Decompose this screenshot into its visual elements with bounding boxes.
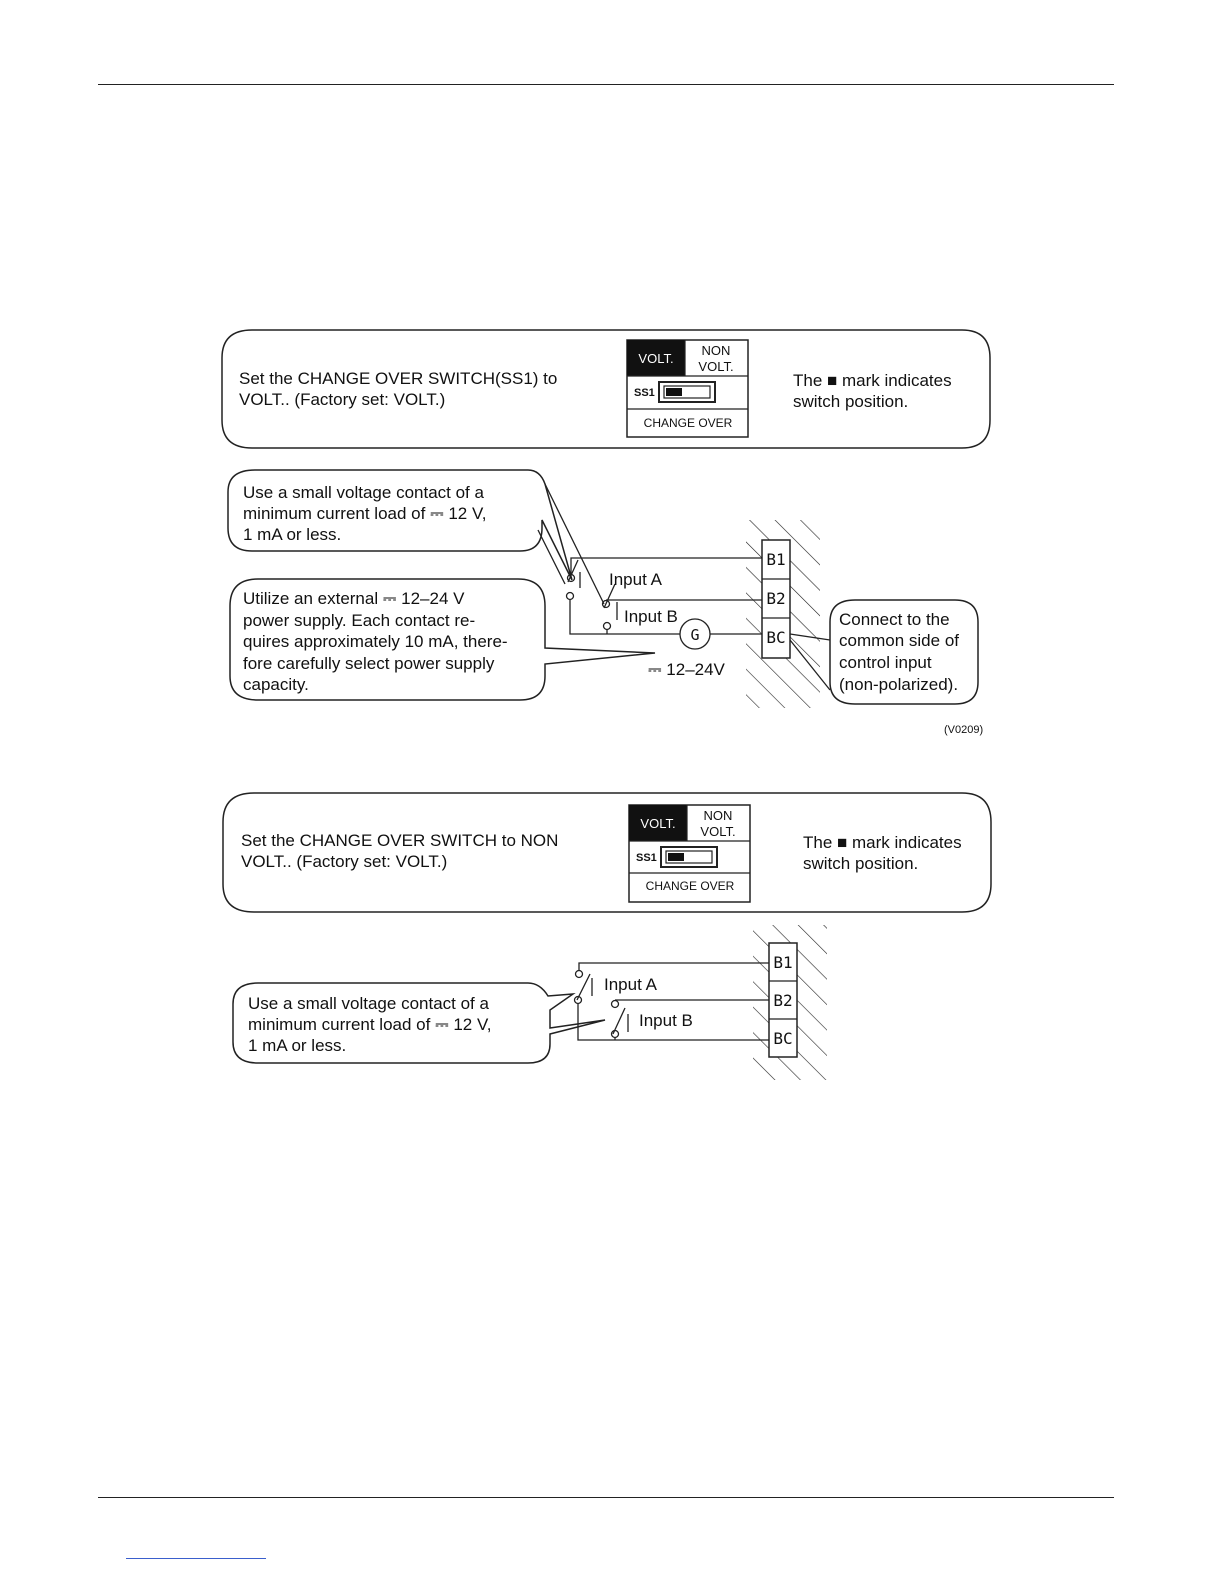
non-volt-label-line1: NON: [703, 808, 733, 823]
terminal-block: [753, 925, 827, 1080]
terminal-b1: B1: [773, 953, 793, 972]
switch-note-line1: Set the CHANGE OVER SWITCH to NON: [241, 831, 559, 850]
mark-note-line2: switch position.: [793, 392, 909, 411]
supply-label: ⎓ 12–24V: [648, 660, 725, 679]
volt-label: VOLT.: [640, 816, 676, 831]
input-a-label: Input A: [609, 570, 662, 589]
figure-code: (V0209): [944, 724, 984, 736]
header-rule: [98, 84, 1114, 85]
non-volt-label-line2: VOLT.: [698, 359, 734, 374]
common-note-line2: common side of: [839, 631, 959, 650]
power-note-line3: quires approximately 10 mA, there-: [243, 632, 508, 651]
switch-note-line2: VOLT.. (Factory set: VOLT.): [239, 390, 446, 409]
non-volt-label-line1: NON: [701, 343, 731, 358]
volt-label: VOLT.: [638, 351, 674, 366]
input-b-label: Input B: [624, 607, 678, 626]
input-a-label: Input A: [604, 975, 657, 994]
ss1-label: SS1: [636, 852, 657, 864]
common-note-line3: control input: [839, 653, 932, 672]
contact-note-line1: Use a small voltage contact of a: [248, 994, 489, 1013]
non-volt-label-line2: VOLT.: [700, 824, 736, 839]
footer-link-underline: [126, 1558, 266, 1559]
power-note-line5: capacity.: [243, 675, 309, 694]
power-note-line1: Utilize an external ⎓ 12–24 V: [243, 589, 465, 608]
power-note-line4: fore carefully select power supply: [243, 654, 495, 673]
change-over-switch-panel: [627, 340, 748, 437]
switch-note-line1: Set the CHANGE OVER SWITCH(SS1) to: [239, 369, 558, 388]
contact-note-line1: Use a small voltage contact of a: [243, 483, 484, 502]
terminal-b1: B1: [766, 550, 786, 569]
change-over-label: CHANGE OVER: [645, 879, 735, 893]
terminal-b2: B2: [773, 991, 793, 1010]
mark-note-line2: switch position.: [803, 854, 919, 873]
ss1-switch-knob: [668, 853, 684, 861]
power-note-line2: power supply. Each contact re-: [243, 611, 476, 630]
footer-rule: [98, 1497, 1114, 1498]
terminal-bc: BC: [766, 628, 786, 647]
common-note-line1: Connect to the: [839, 610, 950, 629]
contact-note-line3: 1 mA or less.: [248, 1036, 347, 1055]
contact-note-line2: minimum current load of ⎓ 12 V,: [248, 1015, 492, 1034]
mark-note-line1: The ■ mark indicates: [803, 833, 962, 852]
non-voltage-input-diagram: [0, 785, 1224, 1085]
terminal-b2: B2: [766, 589, 786, 608]
common-note-line4: (non-polarized).: [839, 675, 959, 694]
change-over-label: CHANGE OVER: [643, 416, 733, 430]
switch-note-line2: VOLT.. (Factory set: VOLT.): [241, 852, 448, 871]
terminal-block: [746, 520, 820, 708]
contact-note-line3: 1 mA or less.: [243, 525, 342, 544]
input-b-label: Input B: [639, 1011, 693, 1030]
ss1-switch-knob: [666, 388, 682, 396]
voltage-input-diagram: [0, 320, 1224, 740]
mark-note-line1: The ■ mark indicates: [793, 371, 952, 390]
change-over-switch-panel: [629, 805, 750, 902]
contact-note-line2: minimum current load of ⎓ 12 V,: [243, 504, 487, 523]
terminal-bc: BC: [773, 1029, 793, 1048]
generator-label: G: [690, 626, 700, 644]
ss1-label: SS1: [634, 387, 655, 399]
